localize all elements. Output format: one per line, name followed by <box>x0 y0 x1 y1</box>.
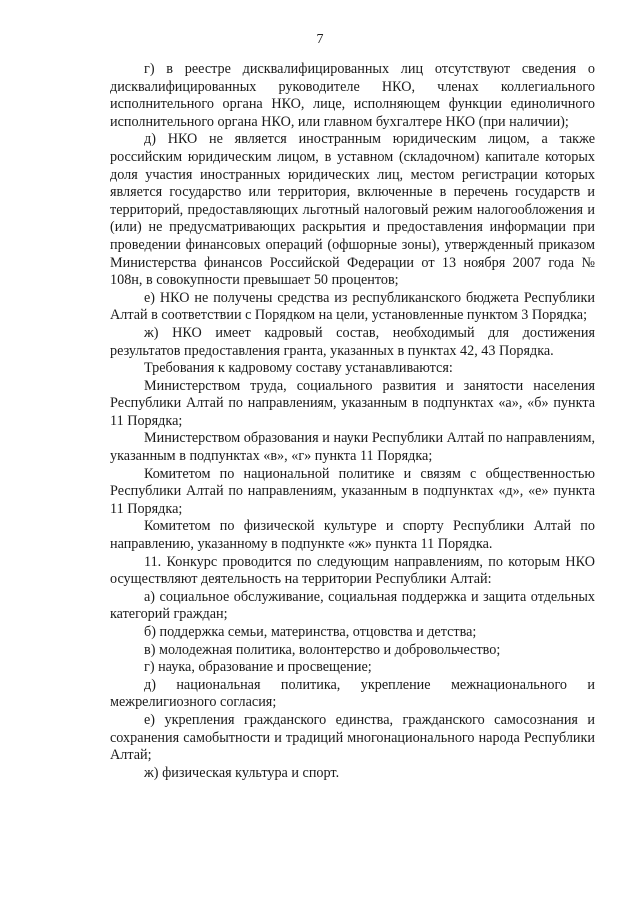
list-item-v: в) молодежная политика, волонтерство и добровольчество; <box>144 641 501 658</box>
list-item-zh: ж) физическая культура и спорт. <box>144 764 340 781</box>
paragraph-ministry-education: Министерством образования и науки Республики Алтай по направлениям, указанным в подпунктах «в», «г» пункта 11 Порядка; <box>110 430 595 465</box>
paragraph-11-contest-directions: 11. Конкурс проводится по следующим направлениям, по которым НКО осуществляют деятельность на территории Республики Алтай: <box>110 553 595 588</box>
paragraph-e-budget-funds: е) НКО не получены средства из республиканского бюджета Республики Алтай в соответствии с Порядком на цели, установленные пунктом 3 Порядка; <box>110 289 595 324</box>
document-body <box>110 61 595 782</box>
paragraph-staff-requirements: Требования к кадровому составу устанавливаются: <box>144 360 453 377</box>
page-number: 7 <box>316 32 324 47</box>
list-item-d: д) национальная политика, укрепление межнационального и межрелигиозного согласия; <box>110 676 595 711</box>
paragraph-zh-staff: ж) НКО имеет кадровый состав, необходимый для достижения результатов предоставления гранта, указанных в пунктах 42, 43 Порядка. <box>110 324 595 359</box>
list-item-a: а) социальное обслуживание, социальная поддержка и защита отдельных категорий граждан; <box>110 588 595 623</box>
paragraph-committee-sport: Комитетом по физической культуре и спорту Республики Алтай по направлению, указанному в подпункте «ж» пункта 11 Порядка. <box>110 518 595 553</box>
paragraph-g-disqualified-persons: г) в реестре дисквалифицированных лиц отсутствуют сведения о дисквалифицированных руководителе НКО, членах коллегиального исполнительного органа НКО, лице, исполняющем функции единоличного исполнительного органа НКО, или главном бухгалтере НКО (при наличии); <box>110 61 595 130</box>
list-item-b: б) поддержка семьи, материнства, отцовства и детства; <box>144 624 477 640</box>
list-item-e: е) укрепления гражданского единства, гражданского самосознания и сохранения самобытности и традиций многонационального народа Республики Алтай; <box>110 711 595 764</box>
paragraph-d-foreign-entity: д) НКО не является иностранным юридическим лицом, а также российским юридическим лицом, в уставном (складочном) капитале которых доля участия иностранных юридических лиц, местом регистрации которых является государство или территория, включенные в перечень государств и территорий, предоставляющих льготный налоговый режим налогообложения и (или) не предусматривающих раскрытия и предоставления информации при проведении финансовых операций (офшорные зоны), утвержденный приказом Министерства финансов Российской Федерации от 13 ноября 2007 года № 108н, в совокупности превышает 50 процентов; <box>110 131 595 289</box>
paragraph-committee-national-policy: Комитетом по национальной политике и связям с общественностью Республики Алтай по направлениям, указанным в подпунктах «д», «е» пункта 11 Порядка; <box>110 465 595 517</box>
list-item-g: г) наука, образование и просвещение; <box>144 659 372 676</box>
paragraph-ministry-labor: Министерством труда, социального развития и занятости населения Республики Алтай по направлениям, указанным в подпунктах «а», «б» пункта 11 Порядка; <box>110 377 595 429</box>
